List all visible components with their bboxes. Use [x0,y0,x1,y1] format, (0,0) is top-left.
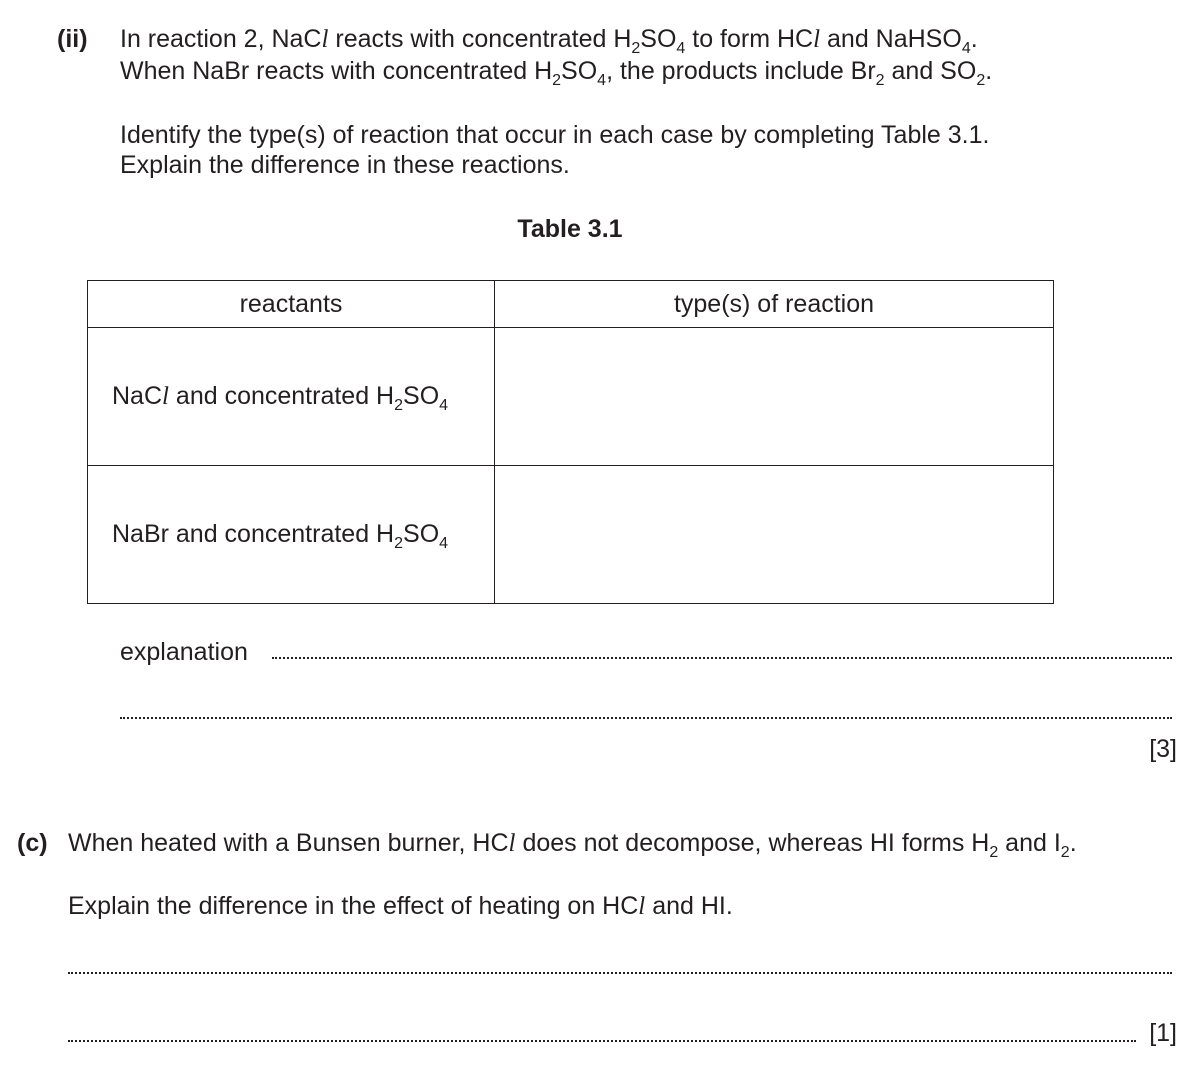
part-c-marks: [1] [1149,1019,1177,1047]
explanation-answer-line-1[interactable] [272,657,1172,659]
part-c-answer-line-1[interactable] [68,972,1172,974]
reactants-cell-nabr: NaBr and concentrated $H_2SO_4$ [88,466,495,604]
table-row [88,466,1054,604]
reactants-cell-nacl: NaCl and concentrated $H_2SO_4$ [88,328,495,466]
part-c-line-2: Explain the difference in the effect of heating on HCl and HI. [68,892,733,920]
part-ii-marks: [3] [1149,735,1177,763]
part-c-answer-line-2[interactable] [68,1040,1136,1042]
table-row [88,328,1054,466]
instruction-explain: Explain the difference in these reactions. [120,151,570,179]
reaction-table [87,280,1054,604]
explanation-answer-line-2[interactable] [120,717,1172,719]
header-reactants: reactants [88,281,495,328]
part-ii-label: (ii) [57,25,88,53]
part-ii-line-2: When NaBr reacts with concentrated $H_2SO_4$, the products include $Br_2$ and $SO_2$. [120,57,993,89]
part-c-label: (c) [17,829,48,857]
answer-cell-nacl[interactable] [495,328,1054,466]
table-title: Table 3.1 [517,215,623,243]
header-reaction-type: type(s) of reaction [495,281,1054,328]
table-header-row [88,281,1054,328]
explanation-label: explanation [120,638,248,666]
part-c-line-1: When heated with a Bunsen burner, HCl does not decompose, whereas HI forms $H_2$ and $I_2$. [68,829,1077,861]
instruction-identify: Identify the type(s) of reaction that occur in each case by completing Table 3.1. [120,121,990,149]
part-ii-line-1: In reaction 2, NaCl reacts with concentrated $H_2SO_4$ to form HCl and NaHSO$_4$. [120,25,978,57]
answer-cell-nabr[interactable] [495,466,1054,604]
